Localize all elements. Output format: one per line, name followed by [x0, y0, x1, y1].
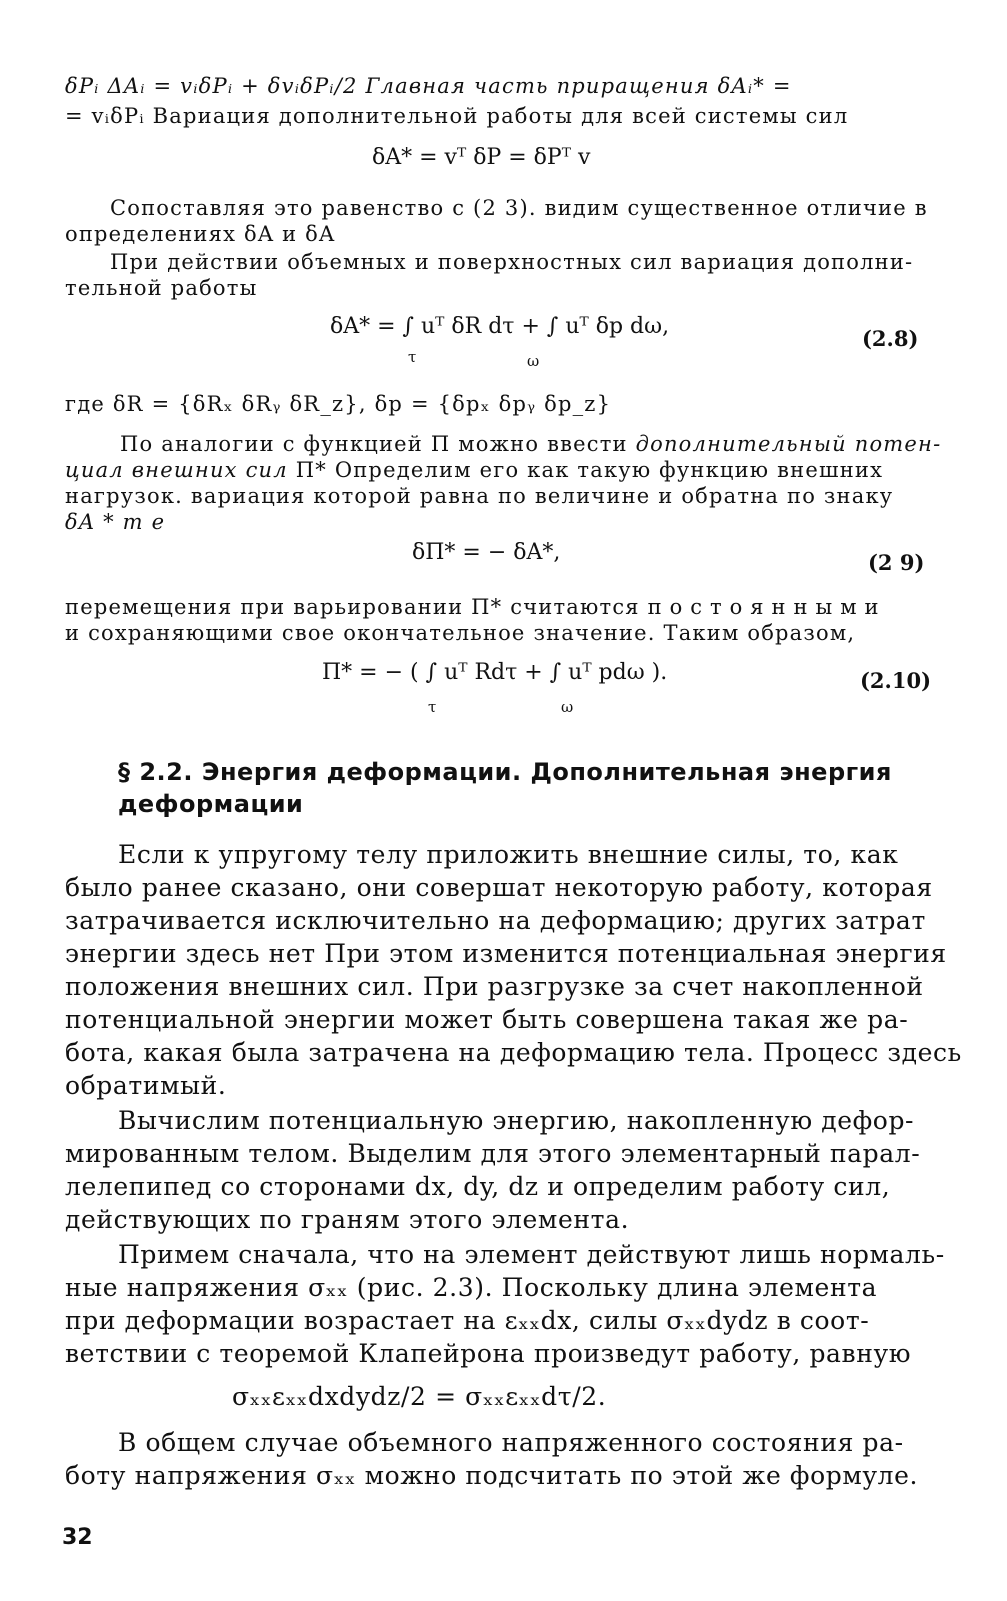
equation-2-10-tau: τ — [428, 698, 437, 716]
body3-line: Примем сначала, что на элемент действуют лишь нормаль- — [118, 1240, 945, 1269]
body1-line: обратимый. — [65, 1071, 227, 1100]
top-line-1: δPᵢ ΔAᵢ = vᵢδPᵢ + δvᵢδPᵢ/2 Главная часть приращения δAᵢ* = — [65, 74, 792, 98]
para3-line-4: δA * т е — [65, 510, 166, 534]
equation-2-9: δП* = − δA*, — [412, 540, 561, 565]
para2-line-2: тельной работы — [65, 276, 258, 300]
para3-line-1-text: По аналогии с функцией П можно ввести — [120, 432, 636, 456]
body2-line: мированным телом. Выделим для этого элементарный парал- — [65, 1139, 921, 1168]
where-line: где δR = {δRₓ δRᵧ δR_z}, δp = {δpₓ δpᵧ δp_z} — [65, 392, 612, 416]
body1-line: было ранее сказано, они совершат некоторую работу, которая — [65, 873, 933, 902]
equation-2-8-tau: τ — [408, 348, 417, 366]
body1-line: бота, какая была затрачена на деформацию тела. Процесс здесь — [65, 1038, 962, 1067]
body3-line: ные напряжения σₓₓ (рис. 2.3). Поскольку длина элемента — [65, 1273, 878, 1302]
para1-line-2: определениях δA и δA — [65, 222, 336, 246]
equation-2-8-omega: ω — [527, 352, 540, 370]
body1-line: энергии здесь нет При этом изменится потенциальная энергия — [65, 939, 947, 968]
equation-work: σₓₓεₓₓdxdydz/2 = σₓₓεₓₓdτ/2. — [232, 1382, 607, 1411]
section-heading-line-2: деформации — [118, 790, 304, 818]
equation-2-8-number: (2.8) — [862, 326, 919, 351]
body2-line: Вычислим потенциальную энергию, накопленную дефор- — [118, 1106, 915, 1135]
body1-line: положения внешних сил. При разгрузке за счет накопленной — [65, 972, 924, 1001]
para3-term-2: циал внешних сил — [65, 458, 288, 482]
section-heading-line-1: § 2.2. Энергия деформации. Дополнительная энергия — [118, 758, 892, 786]
para4-line-1-text: перемещения при варьировании П* считаются — [65, 595, 648, 619]
para4-line-2: и сохраняющими свое окончательное значение. Таким образом, — [65, 621, 856, 645]
body4-line: боту напряжения σₓₓ можно подсчитать по этой же формуле. — [65, 1461, 919, 1490]
equation-2-10-number: (2.10) — [860, 668, 932, 693]
para4-line-1 — [65, 595, 887, 619]
para2-line-1: При действии объемных и поверхностных сил вариация дополни- — [110, 250, 914, 274]
body1-line: Если к упругому телу приложить внешние силы, то, как — [118, 840, 899, 869]
para3-line-2 — [65, 458, 883, 482]
equation-2-10-omega: ω — [561, 698, 574, 716]
para1-line-1: Сопоставляя это равенство с (2 3). видим существенное отличие в — [110, 196, 928, 220]
page-number: 32 — [62, 1525, 93, 1550]
body3-line: при деформации возрастает на εₓₓdx, силы σₓₓdydz в соот- — [65, 1306, 870, 1335]
body2-line: действующих по граням этого элемента. — [65, 1205, 630, 1234]
equation-variation: δA* = vᵀ δP = δPᵀ v — [372, 145, 591, 170]
para3-line-3: нагрузок. вариация которой равна по величине и обратна по знаку — [65, 484, 894, 508]
body4-line: В общем случае объемного напряженного состояния ра- — [118, 1428, 904, 1457]
body3-line: ветствии с теоремой Клапейрона произведут работу, равную — [65, 1339, 912, 1368]
body2-line: лелепипед со сторонами dx, dy, dz и определим работу сил, — [65, 1172, 891, 1201]
body1-line: затрачивается исключительно на деформацию; других затрат — [65, 906, 926, 935]
para4-emphasis: постоянными — [647, 595, 887, 619]
top-line-2: = vᵢδPᵢ Вариация дополнительной работы для всей системы сил — [65, 104, 849, 128]
equation-2-9-number: (2 9) — [868, 550, 925, 575]
equation-2-8: δA* = ∫ uᵀ δR dτ + ∫ uᵀ δp dω, — [330, 314, 670, 339]
equation-2-10: П* = − ( ∫ uᵀ Rdτ + ∫ uᵀ pdω ). — [322, 660, 668, 685]
para3-line-1 — [120, 432, 941, 456]
para3-term-1: дополнительный потен- — [635, 432, 942, 456]
para3-line-2-text: П* Определим его как такую функцию внешних — [287, 458, 884, 482]
body1-line: потенциальной энергии может быть совершена такая же ра- — [65, 1005, 909, 1034]
